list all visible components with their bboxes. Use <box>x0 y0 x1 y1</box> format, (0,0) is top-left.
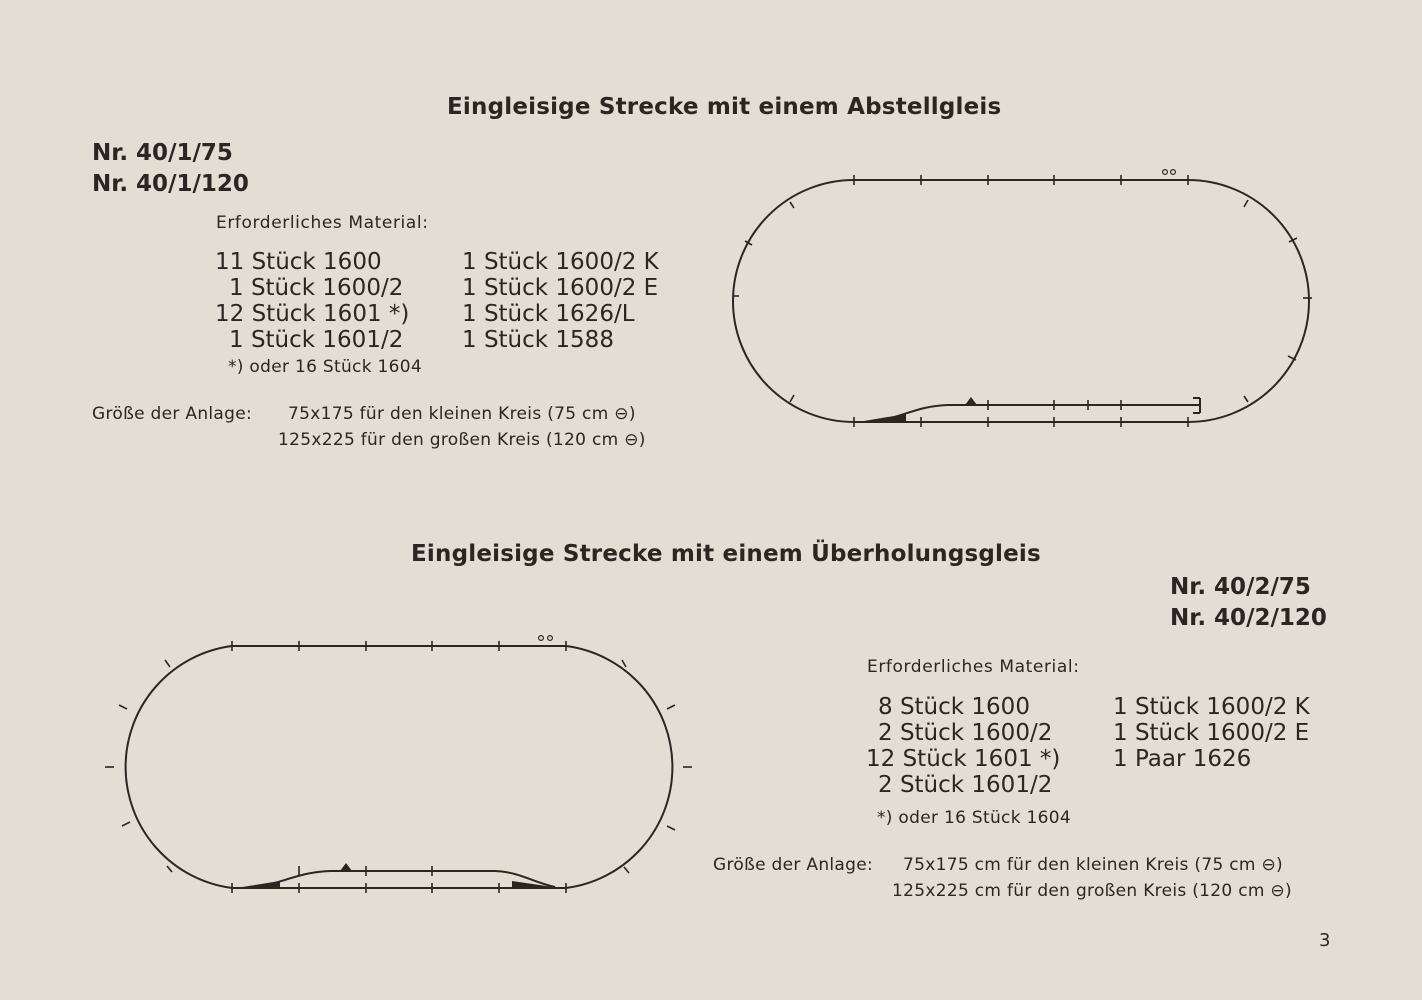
part-item: 1 Stück 1600/2 K <box>1113 694 1310 720</box>
layout-number: Nr. 40/1/75 <box>92 140 233 166</box>
part-item: 1 Stück 1600/2 E <box>1113 720 1310 746</box>
part-item: 1 Stück 1626/L <box>462 301 635 327</box>
part-item: 8 Stück 1600 <box>878 694 1030 720</box>
size-line: 125x225 cm für den großen Kreis (120 cm ⊖) <box>892 881 1292 901</box>
size-label: Größe der Anlage: <box>92 404 253 424</box>
size-label: Größe der Anlage: <box>713 855 874 875</box>
part-item: 2 Stück 1600/2 <box>878 720 1053 746</box>
size-line: 125x225 für den großen Kreis (120 cm ⊖) <box>278 430 646 450</box>
section2-material-heading: Erforderliches Material: <box>867 657 1080 677</box>
part-item: 1 Stück 1600/2 K <box>462 249 659 275</box>
part-item: 11 Stück 1600 <box>215 249 382 275</box>
part-item: 12 Stück 1601 *) <box>866 746 1061 772</box>
section1-title: Eingleisige Strecke mit einem Abstellgleis <box>447 94 1002 120</box>
layout-number: Nr. 40/1/120 <box>92 171 249 197</box>
layout-number: Nr. 40/2/75 <box>1170 574 1311 600</box>
section2-footnote: *) oder 16 Stück 1604 <box>877 808 1072 828</box>
size-line: 75x175 cm für den kleinen Kreis (75 cm ⊖) <box>903 855 1283 875</box>
part-item: 1 Stück 1600/2 <box>229 275 404 301</box>
part-item: 2 Stück 1601/2 <box>878 772 1053 798</box>
section1-footnote: *) oder 16 Stück 1604 <box>228 357 423 377</box>
section1-material-heading: Erforderliches Material: <box>216 213 429 233</box>
part-item: 12 Stück 1601 *) <box>215 301 410 327</box>
page-number: 3 <box>1319 930 1331 951</box>
section2-title: Eingleisige Strecke mit einem Überholungsgleis <box>411 541 1041 567</box>
layout-number: Nr. 40/2/120 <box>1170 605 1327 631</box>
part-item: 1 Stück 1601/2 <box>229 327 404 353</box>
size-line: 75x175 für den kleinen Kreis (75 cm ⊖) <box>288 404 636 424</box>
part-item: 1 Paar 1626 <box>1113 746 1252 772</box>
part-item: 1 Stück 1588 <box>462 327 614 353</box>
part-item: 1 Stück 1600/2 E <box>462 275 659 301</box>
